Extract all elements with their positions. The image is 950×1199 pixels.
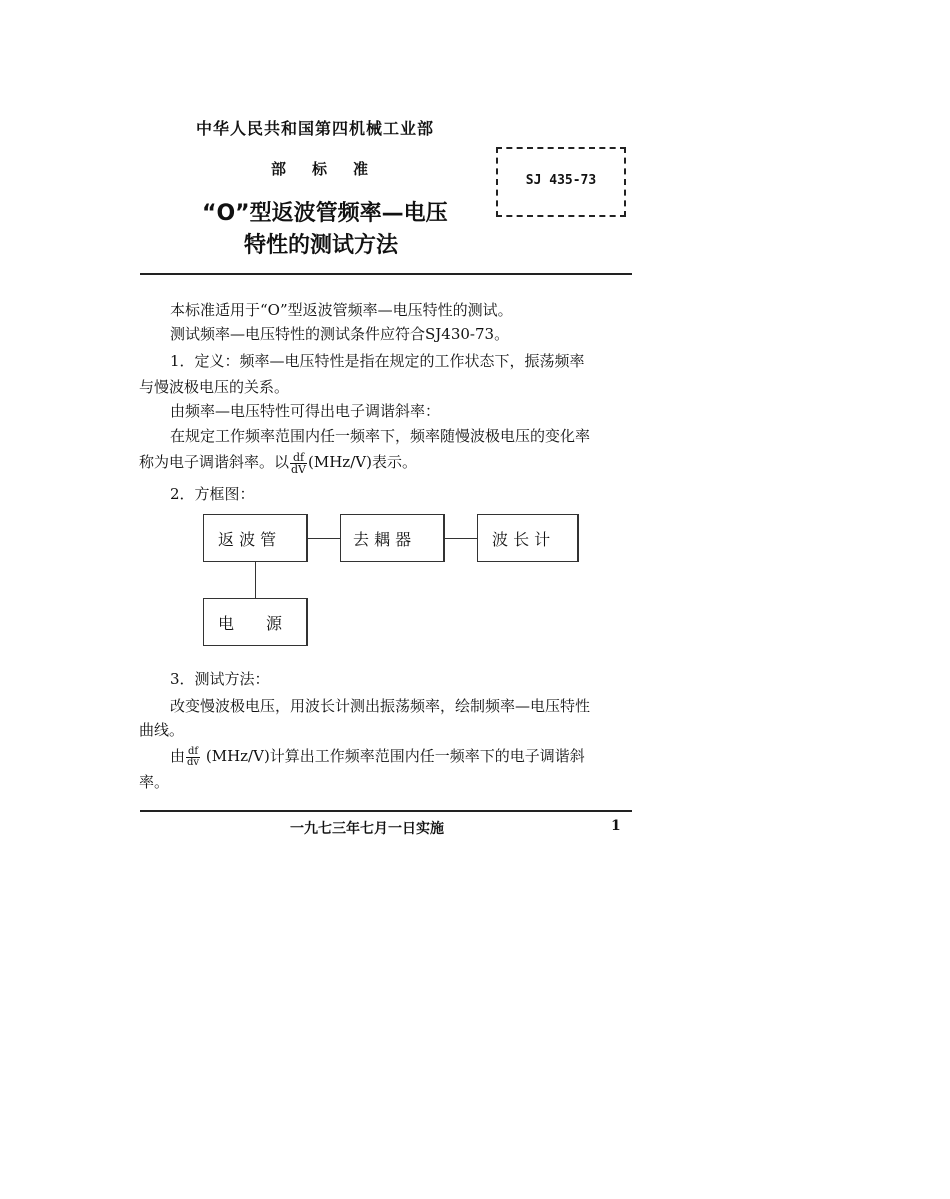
definition-line-1: 1．定义：频率—电压特性是指在规定的工作状态下，振荡频率 (170, 352, 585, 370)
block-power-supply (203, 598, 308, 646)
block-decoupler (340, 514, 445, 562)
calc-line-1 (170, 745, 585, 768)
slope-definition-line-1: 在规定工作频率范围内任一频率下，频率随慢波极电压的变化率 (170, 427, 591, 445)
method-line-2: 曲线。 (139, 721, 185, 739)
fraction-small-numerator: df (187, 745, 199, 757)
title-line-2: 特性的测试方法 (244, 233, 399, 258)
standard-code-box (496, 147, 626, 217)
slope-definition-line-2 (139, 451, 417, 475)
fraction-df-dv (290, 452, 307, 475)
paragraph-conditions (170, 323, 509, 344)
fraction-numerator: df (290, 452, 307, 464)
connector-bwo-power (255, 562, 256, 598)
connector-decoupler-wavemeter (445, 538, 477, 539)
ministry-name: 中华人民共和国第四机械工业部 (196, 119, 435, 138)
block-wavemeter (477, 514, 579, 562)
block-decoupler-label: 去 耦 器 (353, 529, 412, 549)
block-bwo (203, 514, 308, 562)
page-number: 1 (611, 818, 621, 834)
effective-date: 一九七三年七月一日实施 (290, 821, 444, 837)
conditions-ref: SJ430-73。 (425, 325, 510, 343)
slope-unit-text: (MHz/V)表示。 (308, 453, 417, 471)
section-3-heading: 3．测试方法： (170, 670, 270, 688)
footer-rule (140, 810, 632, 812)
paragraph-scope: 本标准适用于“O”型返波管频率—电压特性的测试。 (170, 301, 513, 319)
block-bwo-label: 返 波 管 (218, 529, 277, 549)
block-wavemeter-label: 波 长 计 (492, 529, 551, 549)
calc-text-lead: 由 (170, 747, 186, 765)
calc-text-rest: (MHz/V)计算出工作频率范围内任一频率下的电子调谐斜 (205, 747, 585, 765)
fraction-small-denominator: dv (187, 756, 200, 768)
standard-label: 部标准 (271, 160, 395, 178)
header-rule (140, 273, 632, 275)
standard-code: SJ 435-73 (525, 173, 597, 188)
section-2-heading: 2．方框图： (170, 485, 255, 503)
definition-line-2: 与慢波极电压的关系。 (139, 378, 290, 396)
connector-bwo-decoupler (308, 538, 340, 539)
slope-text: 称为电子调谐斜率。以 (139, 453, 290, 471)
method-line-1: 改变慢波极电压，用波长计测出振荡频率，绘制频率—电压特性 (170, 697, 591, 715)
paragraph-slope-intro: 由频率—电压特性可得出电子调谐斜率： (170, 402, 441, 420)
fraction-denominator: dV (291, 462, 307, 476)
conditions-text: 测试频率—电压特性的测试条件应符合 (170, 325, 426, 343)
title-line-1: “O”型返波管频率—电压 (202, 201, 448, 226)
calc-line-2: 率。 (139, 773, 170, 791)
block-power-supply-label: 电 源 (218, 613, 283, 633)
fraction-df-dv-small (186, 747, 200, 768)
